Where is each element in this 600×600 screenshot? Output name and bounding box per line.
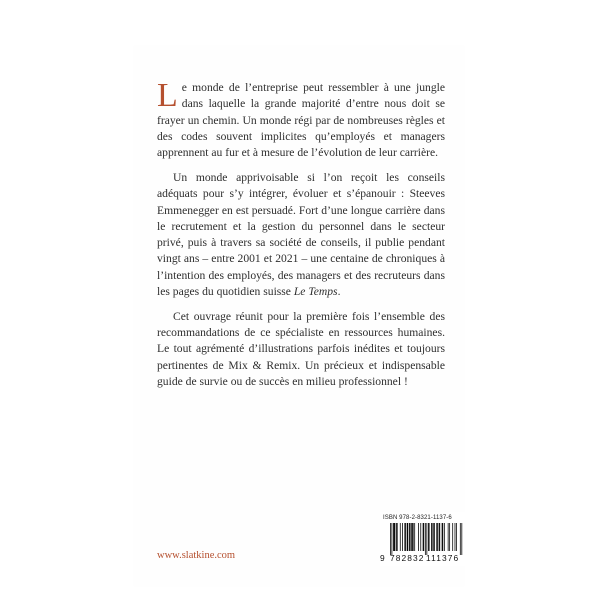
barcode-first-digit: 9 xyxy=(380,553,385,563)
barcode-left-group: 782832 xyxy=(390,553,425,563)
barcode-bar xyxy=(404,523,405,551)
barcode-guard-bar xyxy=(390,523,391,555)
barcode-bar xyxy=(413,523,414,551)
barcode-bar xyxy=(452,523,453,551)
barcode-bar xyxy=(400,523,401,551)
barcode-bar xyxy=(405,523,406,551)
barcode-guard-bar xyxy=(460,523,461,555)
barcode-bar xyxy=(396,523,397,551)
barcode-bar xyxy=(432,523,433,551)
blurb-text xyxy=(157,77,445,399)
barcode-bar xyxy=(448,523,449,551)
paragraph-1-text: e monde de l’entreprise peut ressembler à une jungle dans laquelle la grande majorité d’entre nous doit se frayer un chemin. Un monde régi par de nombreuses règles et des codes souvent implicites qu’employés et managers apprennent au fur et à mesure de l’évolution de leur carrière. xyxy=(157,81,445,160)
barcode-bar xyxy=(442,523,443,551)
barcode-bar xyxy=(423,523,424,551)
barcode-bar xyxy=(393,523,394,551)
barcode-bar xyxy=(439,523,440,551)
isbn-number: ISBN 978-2-8321-1137-6 xyxy=(383,515,452,521)
barcode-bar xyxy=(449,523,450,551)
barcode-bar xyxy=(455,523,456,551)
barcode-bar xyxy=(410,523,411,551)
barcode-guard-bar xyxy=(425,523,426,555)
isbn-barcode-block xyxy=(380,512,466,566)
barcode-bar xyxy=(456,523,457,551)
barcode-bar xyxy=(433,523,434,551)
newspaper-title: Le Temps xyxy=(293,285,338,299)
paragraph-2-end: . xyxy=(337,285,341,299)
barcode-bar xyxy=(439,523,440,551)
barcode-bar xyxy=(397,523,398,551)
barcode-bar xyxy=(409,523,410,551)
barcode-bar xyxy=(436,523,437,551)
barcode-guard-bar xyxy=(426,523,427,555)
drop-cap-letter: L xyxy=(157,77,178,114)
barcode-guard-bar xyxy=(461,523,462,555)
barcode-bar xyxy=(442,523,443,551)
barcode-bar xyxy=(407,523,408,551)
barcode-bar xyxy=(402,523,403,551)
blurb-paragraph-1 xyxy=(157,77,445,161)
barcode-bars xyxy=(382,523,464,555)
paragraph-3-text: Cet ouvrage réunit pour la première fois l’ensemble des recommandations de ce spécialiste en ressources humaines. Le tout agrémenté d’illustrations parfois inédites et toujours pertinentes de Mix & Remix. Un précieux et indispensable guide de survie ou de succès en milieu professionnel ! xyxy=(157,309,445,389)
barcode-bar xyxy=(418,523,419,551)
barcode-bar xyxy=(429,523,430,551)
barcode-bar xyxy=(407,523,408,551)
barcode-bar xyxy=(423,523,424,551)
barcode-bar xyxy=(437,523,438,551)
barcode-bar xyxy=(412,523,413,551)
publisher-website-link[interactable]: www.slatkine.com xyxy=(157,550,236,561)
barcode-bar xyxy=(411,523,412,551)
barcode-guard-bar xyxy=(392,523,393,555)
barcode-bar xyxy=(428,523,429,551)
blurb-paragraph-3 xyxy=(157,309,445,390)
barcode-right-group: 111376 xyxy=(426,553,460,563)
barcode-bar xyxy=(444,523,445,551)
barcode-bar xyxy=(434,523,435,551)
barcode-bar xyxy=(395,523,396,551)
blurb-paragraph-2 xyxy=(157,170,445,300)
barcode-bar xyxy=(414,523,415,551)
paragraph-2-text: Un monde apprivoisable si l’on reçoit les conseils adéquats pour s’y intégrer, évoluer et s’épanouir : Steeves Emmenegger en est persuadé. Fort d’une longue carrière dans le recrutement et la gestion du personnel dans le secteur privé, puis à travers sa société de conseils, il publie pendant vingt ans – entre 2001 et 2021 – une centaine de chroniques à l’intention des employés, des managers et des recruteurs dans les pages du quotidien suisse xyxy=(157,170,445,299)
barcode-bar xyxy=(420,523,421,551)
barcode-bar xyxy=(394,523,395,551)
barcode-bar xyxy=(431,523,432,551)
